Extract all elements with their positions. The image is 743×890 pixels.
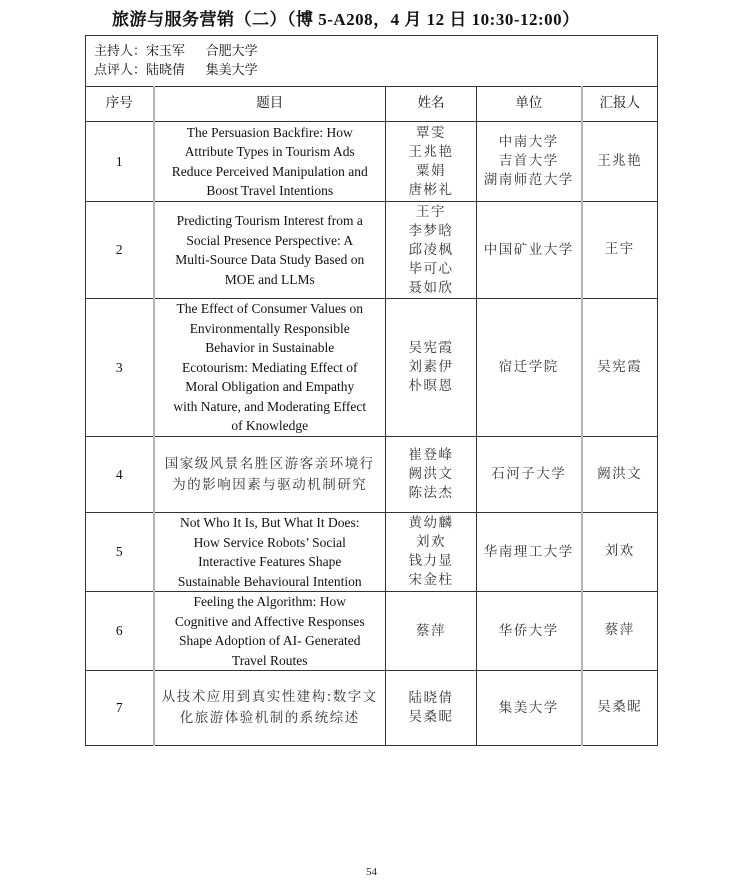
row-title (154, 202, 386, 299)
affiliation: 中南大学 (498, 134, 559, 150)
title-line: MOE and LLMs (224, 271, 315, 287)
author-name: 刘素伊 (408, 359, 454, 375)
title-line: 国家级风景名胜区游客亲环境行 (164, 455, 375, 472)
header-title: 题目 (154, 87, 386, 122)
title-line: 为的影响因素与驱动机制研究 (172, 476, 368, 493)
row-presenter: 王宇 (582, 202, 658, 299)
title-line: Boost Travel Intentions (206, 183, 334, 198)
title-line: 化旅游体验机制的系统综述 (179, 710, 360, 726)
row-affiliations (477, 513, 582, 592)
affiliation: 湖南师范大学 (483, 172, 574, 188)
table-header (86, 87, 658, 122)
affiliation: 华侨大学 (498, 622, 559, 639)
affiliation: 中国矿业大学 (483, 241, 574, 258)
author-name: 阙洪文 (408, 466, 454, 482)
host-info (86, 36, 658, 87)
author-name: 粟娟 (416, 162, 446, 179)
title-line: Interactive Features Shape (198, 554, 342, 569)
row-affiliations (477, 437, 582, 513)
author-name: 吴宪霞 (408, 340, 454, 356)
affiliation: 吉首大学 (498, 153, 559, 169)
title-line: Predicting Tourism Interest from a (176, 213, 363, 228)
table-row (86, 592, 658, 671)
author-name: 聂如欣 (408, 279, 454, 296)
row-number: 3 (86, 299, 154, 437)
table-row (86, 437, 658, 513)
author-name: 黄幼麟 (408, 515, 454, 531)
affiliation: 石河子大学 (491, 466, 567, 482)
title-line: with Nature, and Moderating Effect (173, 398, 367, 414)
affiliation: 宿迁学院 (498, 359, 559, 375)
header-no: 序号 (86, 87, 154, 122)
title-line: The Persuasion Backfire: How (186, 124, 353, 140)
row-affiliations (477, 202, 582, 299)
title-line: Environmentally Responsible (189, 320, 350, 336)
author-name: 吴桑昵 (408, 709, 454, 725)
author-name: 陈法杰 (408, 485, 454, 501)
affiliation: 集美大学 (498, 699, 559, 716)
author-name: 邱凌枫 (408, 241, 454, 258)
affiliation: 华南理工大学 (483, 543, 574, 560)
row-presenter: 吴宪霞 (582, 299, 658, 437)
title-line: of Knowledge (231, 418, 309, 434)
row-authors (386, 437, 477, 513)
row-title (154, 437, 386, 513)
row-affiliations (477, 122, 582, 202)
row-title (154, 122, 386, 202)
title-line: Feeling the Algorithm: How (193, 594, 347, 609)
author-name: 朴暝恩 (408, 378, 454, 394)
title-line: The Effect of Consumer Values on (176, 301, 364, 317)
row-presenter: 刘欢 (582, 513, 658, 592)
table-row (86, 122, 658, 202)
author-name: 覃雯 (416, 124, 446, 141)
title-line: Behavior in Sustainable (205, 340, 335, 356)
row-title (154, 671, 386, 746)
host-line: 主持人：宋玉军 合肥大学 (94, 44, 258, 59)
row-authors (386, 122, 477, 202)
row-authors (386, 671, 477, 746)
title-line: Travel Routes (231, 652, 308, 668)
title-line: Social Presence Perspective: A (186, 232, 354, 248)
author-name: 李梦晗 (408, 222, 454, 239)
author-name: 王宇 (416, 203, 446, 220)
title-line: Sustainable Behavioural Intention (177, 573, 362, 589)
title-line: Not Who It Is, But What It Does: (180, 515, 360, 530)
header-presenter: 汇报人 (582, 87, 658, 122)
title-line: Reduce Perceived Manipulation and (171, 163, 368, 179)
row-number: 4 (86, 437, 154, 513)
row-authors (386, 513, 477, 592)
row-number: 5 (86, 513, 154, 592)
author-name: 宋金柱 (408, 572, 454, 588)
row-affiliations (477, 671, 582, 746)
title-line: Moral Obligation and Empathy (185, 379, 355, 395)
host-row (86, 36, 658, 87)
row-title (154, 299, 386, 437)
page-number: 54 (366, 866, 377, 878)
row-number: 6 (86, 592, 154, 671)
title-line: How Service Robots’ Social (193, 534, 346, 550)
row-presenter: 吴桑昵 (582, 671, 658, 746)
row-title (154, 592, 386, 671)
reviewer-line: 点评人：陆晓倩 集美大学 (94, 63, 258, 78)
author-name: 崔登峰 (408, 447, 454, 463)
session-title: 旅游与服务营销（二）（博 5-A208，4 月 12 日 10:30-12:00） (112, 10, 580, 29)
table-row (86, 671, 658, 746)
row-authors (386, 299, 477, 437)
row-affiliations (477, 592, 582, 671)
header-unit: 单位 (477, 87, 582, 122)
row-authors (386, 202, 477, 299)
author-name: 唐彬礼 (408, 181, 454, 198)
table-body (86, 122, 658, 746)
row-title (154, 513, 386, 592)
title-line: Ecotourism: Mediating Effect of (181, 359, 358, 375)
row-number: 1 (86, 122, 154, 202)
table-row (86, 513, 658, 592)
author-name: 蔡萍 (416, 622, 446, 639)
title-line: Shape Adoption of AI- Generated (179, 633, 361, 648)
author-name: 毕可心 (408, 260, 454, 277)
row-presenter: 阙洪文 (582, 437, 658, 513)
row-presenter: 王兆艳 (582, 122, 658, 202)
schedule-table (85, 35, 658, 746)
row-presenter: 蔡萍 (582, 592, 658, 671)
title-line: Multi-Source Data Study Based on (175, 252, 365, 267)
author-name: 陆晓倩 (408, 690, 454, 706)
author-name: 王兆艳 (408, 143, 454, 160)
row-number: 2 (86, 202, 154, 299)
row-number: 7 (86, 671, 154, 746)
title-line: Attribute Types in Tourism Ads (184, 144, 355, 159)
title-line: Cognitive and Affective Responses (174, 613, 365, 629)
row-affiliations (477, 299, 582, 437)
author-name: 刘欢 (416, 534, 446, 550)
table-row (86, 299, 658, 437)
title-line: 从技术应用到真实性建构:数字文 (161, 689, 378, 705)
header-names: 姓名 (386, 87, 477, 122)
author-name: 钱力显 (408, 553, 454, 569)
row-authors (386, 592, 477, 671)
table-row (86, 202, 658, 299)
